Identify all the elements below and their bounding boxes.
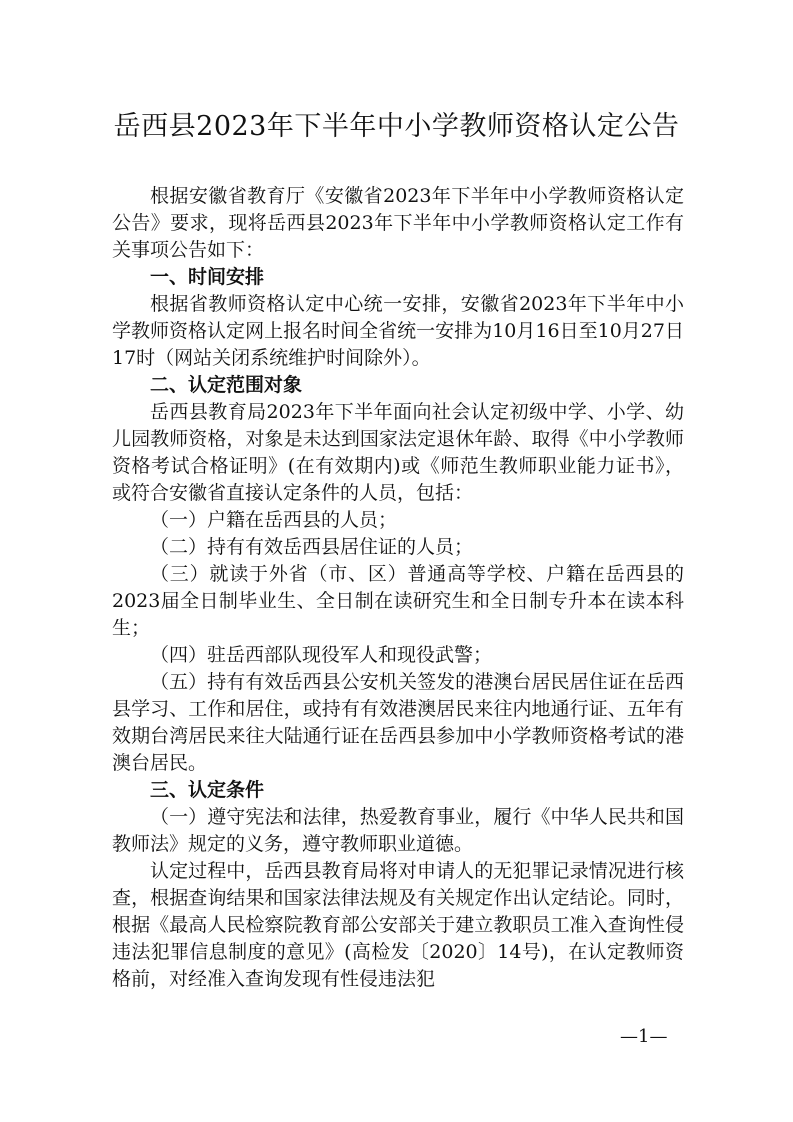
paragraph: （五）持有有效岳西县公安机关签发的港澳台居民居住证在岳西县学习、工作和居住，或持有有效港澳居民来往内地通行证、五年有效期台湾居民来往大陆通行证在岳西县参加中小学教师资格考试的港澳台居民。 — [112, 671, 684, 774]
paragraph: （四）驻岳西部队现役军人和现役武警； — [150, 644, 493, 666]
paragraph: 根据安徽省教育厅《安徽省2023年下半年中小学教师资格认定公告》要求，现将岳西县2023年下半年中小学教师资格认定工作有关事项公告如下： — [112, 185, 684, 261]
paragraph: （一）户籍在岳西县的人员； — [150, 509, 398, 531]
paragraph: 根据省教师资格认定中心统一安排，安徽省2023年下半年中小学教师资格认定网上报名时间全省统一安排为10月16日至10月27日17时（网站关闭系统维护时间除外）。 — [112, 293, 684, 369]
document-body — [112, 183, 684, 993]
paragraph: （三）就读于外省（市、区）普通高等学校、户籍在岳西县的2023届全日制毕业生、全日制在读研究生和全日制专升本在读本科生； — [112, 563, 684, 639]
paragraph: 认定过程中，岳西县教育局将对申请人的无犯罪记录情况进行核查，根据查询结果和国家法律法规及有关规定作出认定结论。同时，根据《最高人民检察院教育部公安部关于建立教职员工准入查询性侵违法犯罪信息制度的意见》(高检发〔2020〕14号)，在认定教师资格前，对经准入查询发现有性侵违法犯 — [112, 860, 684, 990]
page-number: —1— — [620, 1026, 668, 1047]
section-heading: 三、认定条件 — [150, 779, 265, 801]
section-heading: 二、认定范围对象 — [150, 374, 303, 396]
paragraph: （二）持有有效岳西县居住证的人员； — [150, 536, 474, 558]
section-heading: 一、时间安排 — [150, 266, 265, 288]
paragraph: （一）遵守宪法和法律，热爱教育事业，履行《中华人民共和国教师法》规定的义务，遵守教师职业道德。 — [112, 806, 684, 855]
paragraph: 岳西县教育局2023年下半年面向社会认定初级中学、小学、幼儿园教师资格，对象是未达到国家法定退休年龄、取得《中小学教师资格考试合格证明》(在有效期内)或《师范生教师职业能力证书》，或符合安徽省直接认定条件的人员，包括： — [112, 401, 684, 504]
document-title: 岳西县2023年下半年中小学教师资格认定公告 — [113, 111, 680, 142]
